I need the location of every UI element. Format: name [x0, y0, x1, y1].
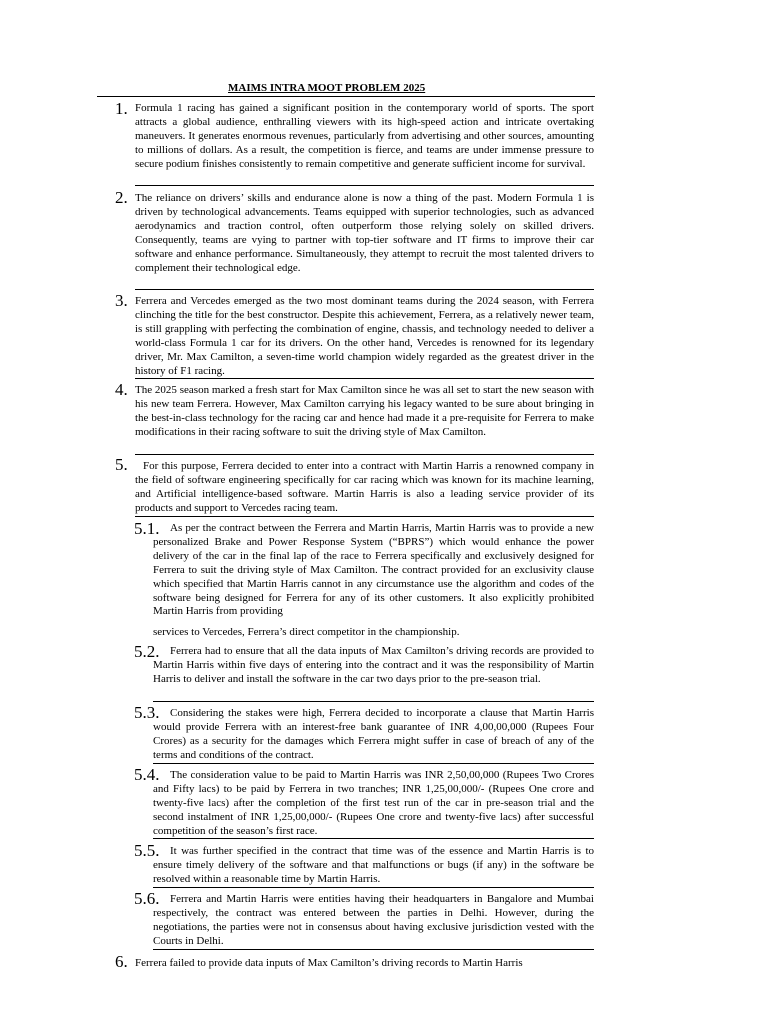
- subparagraph-number: 5.6.: [134, 889, 160, 908]
- subparagraph-5-2-text: Ferrera had to ensure that all the data inputs of Max Camilton’s driving records are provided to Martin Harris within five days of entering into the contract and it was the responsibility of Martin Harris to deliver and install the software in the car two days prior to the pre-season trial.: [153, 645, 594, 685]
- paragraph-5-text: For this purpose, Ferrera decided to enter into a contract with Martin Harris a renowned company in the field of software engineering specifically for car racing which was known for its machine learning, and Artificial intelligence-based software. Martin Harris is also a leading service provider of its products and support to Vercedes racing team.: [135, 460, 594, 514]
- title-rule: [97, 96, 595, 97]
- paragraph-2-text: The reliance on drivers’ skills and endurance alone is now a thing of the past. Modern Formula 1 is driven by technological advancements. Teams equipped with superior technologies, such as advanced aerodynamics and traction control, often outperform those relying solely on skilled drivers. Consequently, teams are vying to partner with top-tier software and IT firms to improve their car software and enhance performance. Simultaneously, they attempt to recruit the most talented drivers to complement their technological edge.: [135, 192, 594, 274]
- subparagraph-5-1-text: As per the contract between the Ferrera and Martin Harris, Martin Harris was to provide a new personalized Brake and Power Response System (“BPRS”) which would enhance the power delivery of the car in the final lap of the race to Ferrera specifically and exclusively designed for Ferrera to suit the driving style of Max Camilton. The contract provided for an exclusivity clause which specified that Martin Harris cannot in any circumstance use the algorithm and codes of the software being designed for Ferrera for any of its other customers. It also explicitly prohibited Martin Harris from providing: [153, 522, 594, 618]
- paragraph-number: 3.: [115, 291, 128, 310]
- paragraph-rule: [135, 516, 594, 517]
- paragraph-3-text: Ferrera and Vercedes emerged as the two most dominant teams during the 2024 season, with Ferrera clinching the title for the best constructor. Despite this achievement, Ferrera, as a relatively newer team, is still grappling with perfecting the combination of engine, chassis, and technology needed to deliver a world-class Formula 1 car for its drivers. On the other hand, Vercedes is renowned for its legendary driver, Mr. Max Camilton, a seven-time world champion widely regarded as the greatest driver in the history of F1 racing.: [135, 295, 594, 377]
- paragraph-number: 1.: [115, 99, 128, 118]
- paragraph-rule: [135, 378, 594, 379]
- subparagraph-number: 5.2.: [134, 642, 160, 661]
- subparagraph-number: 5.1.: [134, 519, 160, 538]
- paragraph-rule: [135, 185, 594, 186]
- subparagraph-number: 5.4.: [134, 765, 160, 784]
- paragraph-1-text: Formula 1 racing has gained a significant position in the contemporary world of sports. The sport attracts a global audience, enthralling viewers with its high-speed action and intricate overtaking maneuvers. It generates enormous revenues, particularly from advertising and other sources, amounting to millions of dollars. As a result, the competition is fierce, and teams are under immense pressure to secure podium finishes consistently to remain competitive and generate sufficient income for survival.: [135, 102, 594, 170]
- subparagraph-5-4-text: The consideration value to be paid to Martin Harris was INR 2,50,00,000 (Rupees Two Crores and Fifty lacs) to be paid by Ferrera in two tranches; INR 1,25,00,000/- (Rupees One crore and twenty-five lacs) after the completion of the first test run of the car in pre-season trial and the second instalment of INR 1,25,00,000/- (Rupees One crore and twenty-five lacs) after successful competition of the season’s first race.: [153, 769, 594, 837]
- subparagraph-number: 5.5.: [134, 841, 160, 860]
- paragraph-number: 2.: [115, 188, 128, 207]
- paragraph-number: 6.: [115, 952, 128, 971]
- paragraph-6-text: Ferrera failed to provide data inputs of Max Camilton’s driving records to Martin Harris: [135, 957, 523, 969]
- paragraph-rule: [153, 887, 594, 888]
- subparagraph-5-5-text: It was further specified in the contract that time was of the essence and Martin Harris is to ensure timely delivery of the software and that malfunctions or bugs (if any) in the software be resolved within a reasonable time by Martin Harris.: [153, 845, 594, 885]
- paragraph-rule: [135, 454, 594, 455]
- paragraph-number: 4.: [115, 380, 128, 399]
- paragraph-number: 5.: [115, 455, 128, 474]
- paragraph-4-text: The 2025 season marked a fresh start for Max Camilton since he was all set to start the new season with his new team Ferrera. However, Max Camilton carrying his legacy wanted to be sure about bringing in the best-in-class technology for the racing car and hence had made it a pre-requisite for Ferrera to make modifications in their racing software to suit the driving style of Max Camilton.: [135, 384, 594, 438]
- subparagraph-number: 5.3.: [134, 703, 160, 722]
- document-title: MAIMS INTRA MOOT PROBLEM 2025: [228, 82, 426, 94]
- subparagraph-5-1-tail: services to Vercedes, Ferrera’s direct competitor in the championship.: [153, 626, 460, 638]
- paragraph-rule: [153, 763, 594, 764]
- paragraph-rule: [153, 949, 594, 950]
- subparagraph-5-6-text: Ferrera and Martin Harris were entities having their headquarters in Bangalore and Mumbai respectively, the contract was entered between the parties in Delhi. However, during the negotiations, the parties were not in consensus about having exclusive jurisdiction vested with the Courts in Delhi.: [153, 893, 594, 947]
- paragraph-rule: [153, 701, 594, 702]
- paragraph-rule: [135, 289, 594, 290]
- paragraph-rule: [153, 838, 594, 839]
- subparagraph-5-3-text: Considering the stakes were high, Ferrera decided to incorporate a clause that Martin Harris would provide Ferrera with an interest-free bank guarantee of INR 4,00,00,000 (Rupees Four Crores) as a security for the damages which Ferrera might suffer in case of breach of any of the terms and conditions of the contract.: [153, 707, 594, 761]
